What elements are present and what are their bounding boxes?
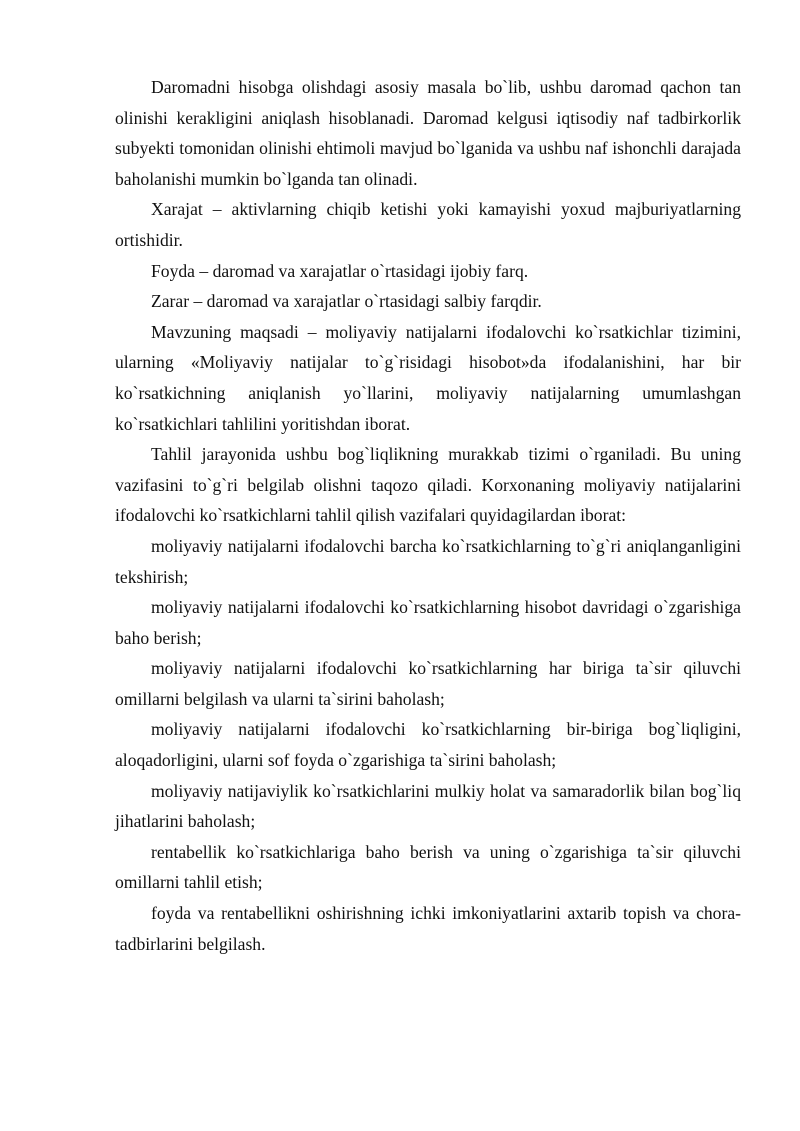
paragraph-loss-definition: Zarar – daromad va xarajatlar o`rtasidagi salbiy farqdir.	[151, 291, 542, 312]
list-item-task-5: moliyaviy natijaviylik ko`rsatkichlarini mulkiy holat va samaradorlik bilan bog`liq jihatlarini baholash;	[115, 780, 741, 832]
list-item-task-7: foyda va rentabellikni oshirishning ichki imkoniyatlarini axtarib topish va chora-tadbirlarini belgilash.	[115, 903, 741, 954]
paragraph-analysis-tasks-intro: Tahlil jarayonida ushbu bog`liqlikning murakkab tizimi o`rganiladi. Bu uning vazifasini to`g`ri belgilab olishni taqozo qiladi. Korxonaning moliyaviy natijalarini ifodalovchi ko`rsatkichlarni tahlil qilish vazifalari quyidagilardan iborat:	[115, 444, 741, 526]
paragraph-revenue-recognition: Daromadni hisobga olishdagi asosiy masala bo`lib, ushbu daromad qachon tan olinishi kerakligini aniqlash hisoblanadi. Daromad kelgusi iqtisodiy naf tadbirkorlik subyekti tomonidan olinishi ehtimoli mavjud bo`lganida va ushbu naf ishonchli darajada baholanishi mumkin bo`lganda tan olinadi.	[115, 77, 741, 189]
paragraph-topic-purpose: Mavzuning maqsadi – moliyaviy natijalarni ifodalovchi ko`rsatkichlar tizimini, ularning «Moliyaviy natijalar to`g`risidagi hisobot»da ifodalanishini, har bir ko`rsatkichning aniqlanish yo`llarini, moliyaviy natijalarning umumlashgan ko`rsatkichlari tahlilini yoritishdan iborat.	[115, 321, 741, 434]
list-item-task-6: rentabellik ko`rsatkichlariga baho berish va uning o`zgarishiga ta`sir qiluvchi omillarni tahlil etish;	[115, 841, 741, 893]
list-item-task-4: moliyaviy natijalarni ifodalovchi ko`rsatkichlarning bir-biriga bog`liqligini, aloqadorligini, ularni sof foyda o`zgarishiga ta`sirini baholash;	[115, 719, 741, 771]
list-item-task-2: moliyaviy natijalarni ifodalovchi ko`rsatkichlarning hisobot davridagi o`zgarishiga baho berish;	[115, 597, 741, 648]
paragraph-expense-definition: Xarajat – aktivlarning chiqib ketishi yoki kamayishi yoxud majburiyatlarning ortishidir.	[115, 199, 741, 250]
paragraph-profit-definition: Foyda – daromad va xarajatlar o`rtasidagi ijobiy farq.	[151, 260, 529, 281]
list-item-task-1: moliyaviy natijalarni ifodalovchi barcha ko`rsatkichlarning to`g`ri aniqlanganligini tekshirish;	[115, 535, 741, 587]
list-item-task-3: moliyaviy natijalarni ifodalovchi ko`rsatkichlarning har biriga ta`sir qiluvchi omillarni belgilash va ularni ta`sirini baholash;	[115, 658, 741, 709]
document-page	[115, 72, 741, 959]
